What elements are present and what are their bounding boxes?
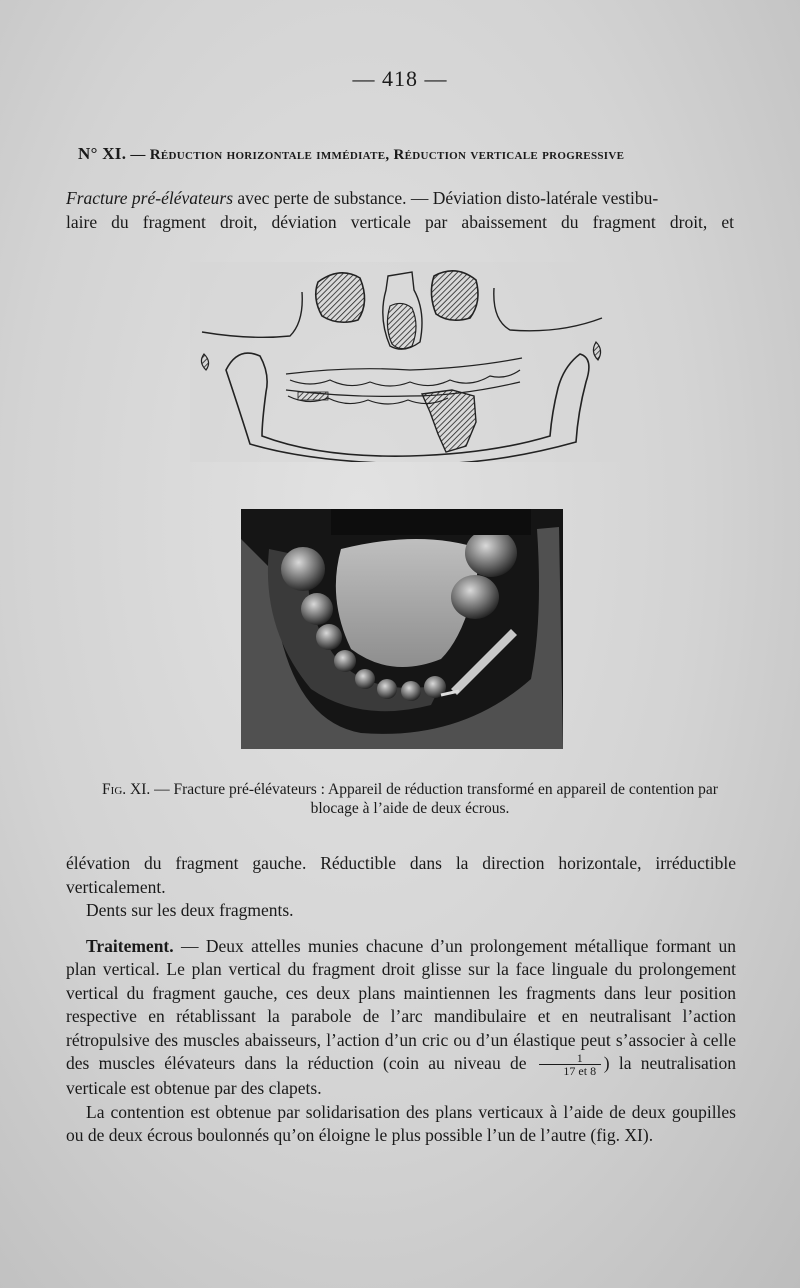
section-heading xyxy=(78,144,738,164)
caption-label: Fig. XI. xyxy=(102,781,151,798)
section-dash: — xyxy=(130,147,146,163)
intro-italic-lead: Fracture pré-élévateurs xyxy=(66,188,234,208)
section-title: Réduction horizontale immédiate, Réduction verticale progressive xyxy=(149,147,625,163)
paragraph-contention: La contention est obtenue par solidarisation des plans verticaux à l’aide de deux goupilles ou de deux écrous boulonnés qu’on éloigne le plus possible l’un de l’autre (fig. XI). xyxy=(66,1101,736,1146)
intro-paragraph xyxy=(66,186,734,234)
paragraph-teeth: Dents sur les deux fragments. xyxy=(86,900,294,920)
caption-text: — Fracture pré-élévateurs : Appareil de réduction transformé en appareil de contention par blocage à l’aide de deux écrous. xyxy=(150,781,718,817)
mandible-fracture-diagram-icon xyxy=(190,262,630,462)
intro-line1: avec perte de substance. — Déviation disto-latérale vestibu- xyxy=(233,188,659,208)
figure-caption xyxy=(100,780,720,818)
treatment-label: Traitement. xyxy=(86,935,174,956)
section-number: N° XI. xyxy=(78,144,127,163)
paragraph-treatment xyxy=(66,935,736,1101)
body-text xyxy=(66,852,736,1148)
dental-splint-photograph-icon xyxy=(241,509,563,749)
treatment-text-b: ) la neutralisation verticale est obtenue par des clapets. xyxy=(66,1053,736,1099)
intro-line2: laire du fragment droit, déviation verticale par abaissement du fragment droit, et xyxy=(66,212,734,232)
fraction-numerator: 1 xyxy=(539,1052,601,1065)
page-number: — 418 — xyxy=(352,66,448,91)
treatment-text-a: — Deux attelles munies chacune d’un prolongement métallique formant un plan vertical. Le plan vertical du fragment droit glisse sur la face linguale du prolongement vertical du fragment gauche, ces deux plans maintiennen les fragments dans leur position respective en rétablissant la parabole de l’arc mandibulaire et en neutralisant l’action rétropulsive des muscles abaisseurs, l’action d’un cric ou d’un élastique peut s’associer à celle des muscles élévateurs dans la réduction (coin au niveau de xyxy=(66,935,736,1073)
fraction xyxy=(539,1052,601,1077)
paragraph-continuation: élévation du fragment gauche. Réductible dans la direction horizontale, irréductible verticalement. xyxy=(66,853,736,897)
fraction-denominator: 17 et 8 xyxy=(563,1064,597,1079)
